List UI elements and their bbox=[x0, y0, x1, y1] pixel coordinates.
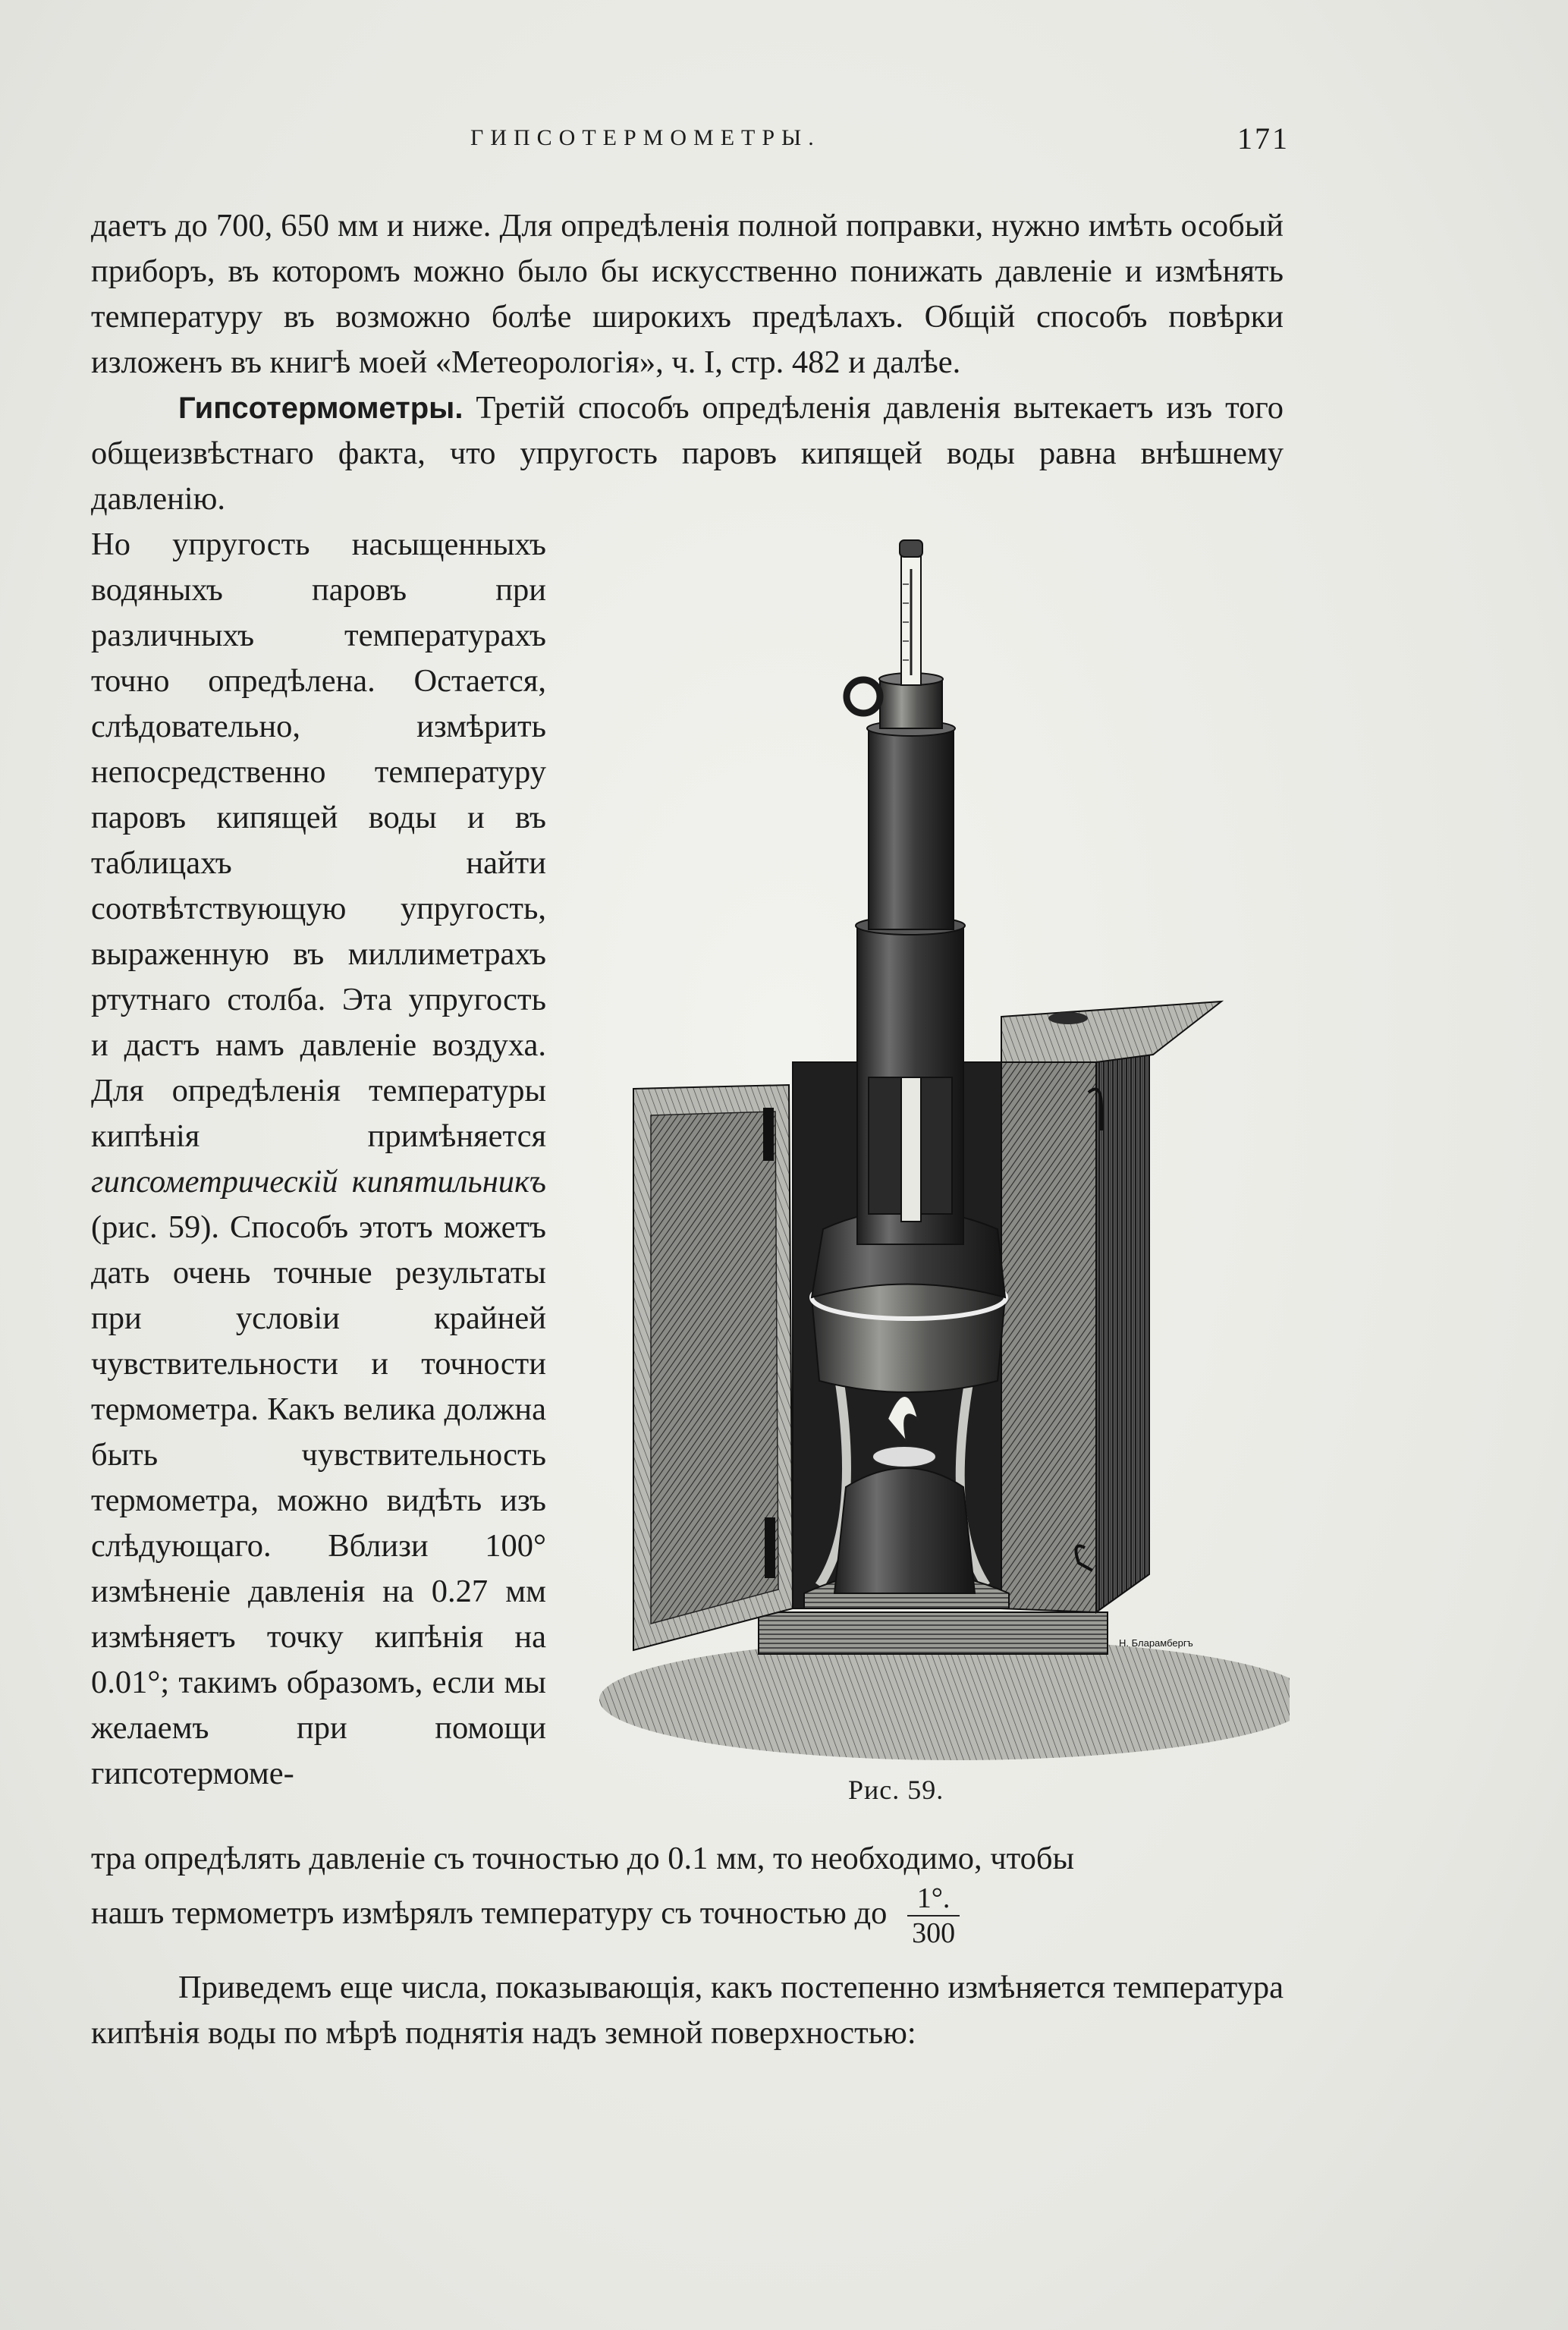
ring-handle bbox=[847, 680, 880, 713]
figure-59 bbox=[561, 531, 1290, 1821]
spirit-lamp bbox=[834, 1468, 975, 1593]
box-lid bbox=[1001, 1001, 1221, 1062]
left-text-a: Но упругость насыщенныхъ водяныхъ паровъ при различныхъ температурахъ точно опредѣлена. Остается, слѣдовательно, измѣрить непосредственно температуру паровъ кипящей воды и въ таблицахъ найти соотвѣтствующую упругость, выраженную въ миллиметрахъ ртутнаго столба. Эта упругость и дастъ намъ давленіе воздуха. Для опредѣленія температуры кипѣнія примѣняется bbox=[91, 527, 546, 1154]
bottom-text-block bbox=[91, 1836, 1284, 2056]
fraction bbox=[907, 1882, 960, 1950]
box-base bbox=[759, 1612, 1108, 1654]
running-head bbox=[91, 121, 1290, 171]
bottom-line-2 bbox=[91, 1882, 1284, 1949]
left-text-b: (рис. 59). Способъ этотъ можетъ дать очень точные результаты при условіи крайней чувствительности и точности термометра. Какъ велика должна быть чувствительность термометра, можно видѣть изъ слѣдующаго. Вблизи 100° измѣненіе давленія на 0.27 мм измѣняетъ точку кипѣнія на 0.01°; такимъ образомъ, если мы желаемъ при помощи гипсотермоме- bbox=[91, 1209, 546, 1791]
fraction-denominator: 300 bbox=[912, 1917, 956, 1949]
final-paragraph: Приведемъ еще числа, показывающія, какъ постепенно измѣняется температура кипѣнія воды по мѣрѣ поднятія надъ земной поверхностью: bbox=[91, 1970, 1284, 2051]
page-number: 171 bbox=[1237, 121, 1290, 156]
left-column-paragraph bbox=[91, 522, 546, 1797]
boiler-vessel bbox=[812, 1278, 1005, 1392]
hypsometer-engraving bbox=[561, 531, 1290, 1760]
top-text-block bbox=[91, 203, 1284, 522]
run-in-heading: Гипсотермометры. bbox=[178, 391, 463, 425]
section-intro: Третій способъ опредѣленія давленія вытекаетъ изъ того общеизвѣстнаго факта, что упругость паровъ кипящей воды равна внѣшнему давленію. bbox=[91, 390, 1284, 517]
steam-jacket-upper bbox=[869, 728, 954, 929]
italic-term: гипсометрическій кипятильникъ bbox=[91, 1164, 546, 1200]
bottom-line-2-text: нашъ термометръ измѣрялъ температуру съ точностью до bbox=[91, 1895, 888, 1931]
left-column-text bbox=[91, 522, 546, 1797]
door-hinge-bottom bbox=[765, 1517, 775, 1578]
box-right-side bbox=[1096, 1024, 1149, 1612]
top-fitting bbox=[880, 679, 942, 728]
section-paragraph bbox=[91, 385, 1284, 522]
door-panel bbox=[651, 1112, 778, 1624]
box-right-wall bbox=[1001, 1062, 1096, 1612]
figure-caption: Рис. 59. bbox=[848, 1775, 944, 1805]
door-hinge-top bbox=[763, 1108, 774, 1161]
lamp-wick-holder bbox=[872, 1446, 936, 1467]
top-paragraph: даетъ до 700, 650 мм и ниже. Для опредѣленія полной поправки, нужно имѣть особый приборъ, въ которомъ можно было бы искусственно понижать давленіе и измѣнять температуру въ возможно болѣе широкихъ предѣлахъ. Общій способъ повѣрки изложенъ въ книгѣ моей «Метеорологія», ч. I, стр. 482 и далѣе. bbox=[91, 208, 1284, 380]
inner-thermometer-bulb bbox=[901, 1077, 921, 1222]
thermometer-cap bbox=[900, 540, 922, 557]
floor-shadow bbox=[599, 1639, 1290, 1760]
fraction-numerator: 1°. bbox=[907, 1882, 960, 1917]
engraver-signature: Н. Бларамбергъ bbox=[1119, 1637, 1193, 1649]
lid-hole bbox=[1048, 1012, 1088, 1024]
bottom-line-1: тра опредѣлять давленіе съ точностью до 0.1 мм, то необходимо, чтобы bbox=[91, 1841, 1075, 1876]
running-head-title: ГИПСОТЕРМОМЕТРЫ. bbox=[470, 125, 821, 150]
